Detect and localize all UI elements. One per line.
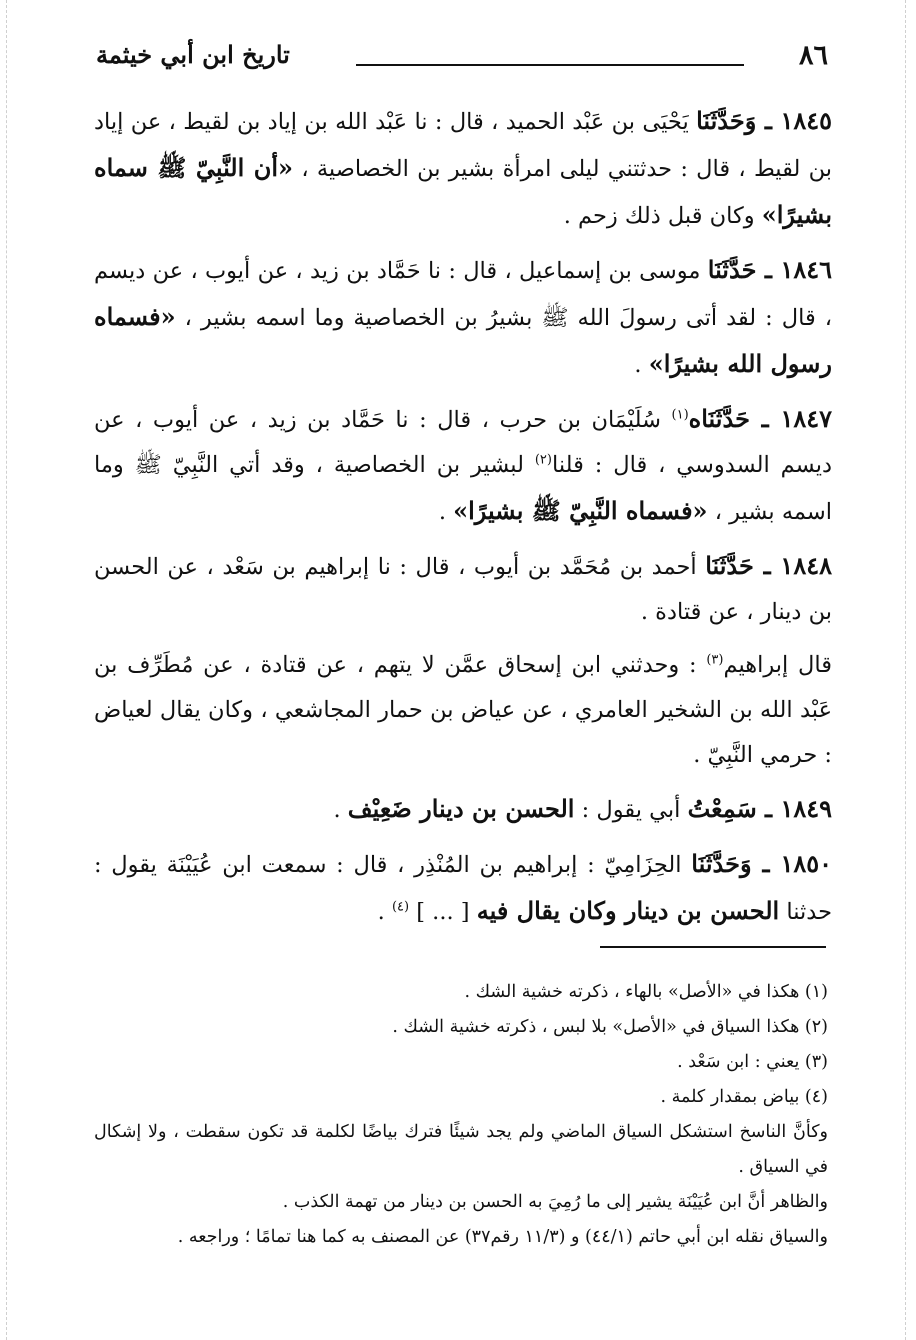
hadith-entry-1847 <box>94 396 832 535</box>
page-header <box>96 34 830 74</box>
entry-text: . <box>377 899 392 925</box>
scan-edge-left <box>6 0 7 1340</box>
entry-quote: الحسن بن دينار وكان يقال فيه <box>476 896 780 925</box>
main-text <box>94 98 832 943</box>
entry-text: سُلَيْمَان بن حرب ، قال : نا حَمَّاد بن زيد ، عن أيوب ، عن ديسم السدوسي ، قال : قلنا <box>94 407 832 478</box>
narration-ibrahim <box>94 643 832 778</box>
entry-lead: ١٨٤٦ ـ حَدَّثَنَا <box>707 255 832 284</box>
footnote-ref: (٣) <box>706 652 724 668</box>
entry-lead: ١٨٤٧ ـ حَدَّثَنَاه <box>688 404 833 433</box>
footnote-separator <box>600 946 826 948</box>
entry-lead: ١٨٤٩ ـ سَمِعْتُ <box>687 794 832 823</box>
footnote-4: (٤) بياض بمقدار كلمة . <box>660 1087 828 1107</box>
entry-text: . <box>634 352 649 378</box>
hadith-entry-1850 <box>94 841 832 935</box>
footnote-4-continued: وكأنَّ الناسخ استشكل السياق الماضي ولم يجد شيئًا فترك بياضًا لكلمة قد تكون سقطت ، ولا إشكال في السياق . <box>94 1122 828 1177</box>
entry-quote: الحسن بن دينار ضَعِيْف <box>347 794 575 823</box>
footnote-ref: (١) <box>671 407 689 423</box>
hadith-entry-1848 <box>94 543 832 635</box>
hadith-entry-1845 <box>94 98 832 239</box>
footnote-2: (٢) هكذا السياق في «الأصل» بلا لبس ، ذكرته خشية الشك . <box>392 1017 828 1037</box>
entry-text: قال إبراهيم <box>723 652 833 678</box>
entry-text: أحمد بن مُحَمَّد بن أيوب ، قال : نا إبراهيم بن سَعْد ، عن الحسن بن دينار ، عن قتادة . <box>94 554 832 625</box>
footnote-4-continued: والسياق نقله ابن أبي حاتم (٤٤/١) و (١١/٣ رقم٣٧) عن المصنف به كما هنا تمامًا ؛ وراجعه . <box>177 1227 828 1247</box>
entry-text: . <box>438 499 454 525</box>
footnote-3: (٣) يعني : ابن سَعْد . <box>677 1052 828 1072</box>
entry-text: . <box>333 797 348 823</box>
entry-text: وكان قبل ذلك زحم . <box>563 203 762 229</box>
footnote-4-continued: والظاهر أنَّ ابن عُيَيْنَة يشير إلى ما رُمِيَ به الحسن بن دينار من تهمة الكذب . <box>282 1192 828 1212</box>
entry-quote: «أن النَّبِيّ ﷺ سماه بشيرًا» <box>94 153 832 229</box>
entry-lead: ١٨٤٥ ـ وَحَدَّثَنَا <box>696 106 832 135</box>
footnote-ref: (٢) <box>534 452 552 468</box>
entry-quote: «فسماه النَّبِيّ ﷺ بشيرًا» <box>453 496 708 525</box>
entry-text: : وحدثني ابن إسحاق عمَّن لا يتهم ، عن قتادة ، عن مُطَرِّف بن عَبْد الله بن الشخير العامري ، عن عياض بن حمار المجاشعي ، وكان يقال لعياض : حرمي النَّبِيّ . <box>94 652 832 768</box>
entry-lead: ١٨٤٨ ـ حَدَّثَنَا <box>705 551 832 580</box>
header-rule <box>356 64 744 66</box>
entry-lead: ١٨٥٠ ـ وَحَدَّثَنَا <box>691 849 833 878</box>
entry-text: أبي يقول : <box>574 797 688 823</box>
running-title: تاريخ ابن أبي خيثمة <box>96 40 290 69</box>
entry-text: لبشير بن الخصاصية ، وقد أتي النَّبِيّ ﷺ وما اسمه بشير ، <box>94 452 832 525</box>
entry-text: الحِزَامِيّ : إبراهيم بن المُنْذِر ، قال : سمعت ابن عُيَيْنَة يقول : حدثنا <box>94 852 832 925</box>
entry-text: يَحْيَى بن عَبْد الحميد ، قال : نا عَبْد الله بن إياد بن لقيط ، عن إياد بن لقيط ، قال : حدثتني ليلى امرأة بشير بن الخصاصية ، <box>94 109 832 182</box>
entry-quote: «فسماه رسول الله بشيرًا» <box>94 302 832 378</box>
entry-text: [ ... ] <box>409 899 477 925</box>
page-number: ٨٦ <box>798 40 828 71</box>
footnote-ref: (٤) <box>391 899 410 915</box>
entry-text: موسى بن إسماعيل ، قال : نا حَمَّاد بن زيد ، عن أيوب ، عن ديسم ، قال : لقد أتى رسولَ الله ﷺ بشيرُ بن الخصاصية وما اسمه بشير ، <box>94 258 832 331</box>
footnote-1: (١) هكذا في «الأصل» بالهاء ، ذكرته خشية الشك . <box>464 982 828 1002</box>
hadith-entry-1846 <box>94 247 832 388</box>
scan-edge-right <box>905 0 906 1340</box>
hadith-entry-1849 <box>94 786 832 833</box>
footnotes <box>94 975 828 1255</box>
